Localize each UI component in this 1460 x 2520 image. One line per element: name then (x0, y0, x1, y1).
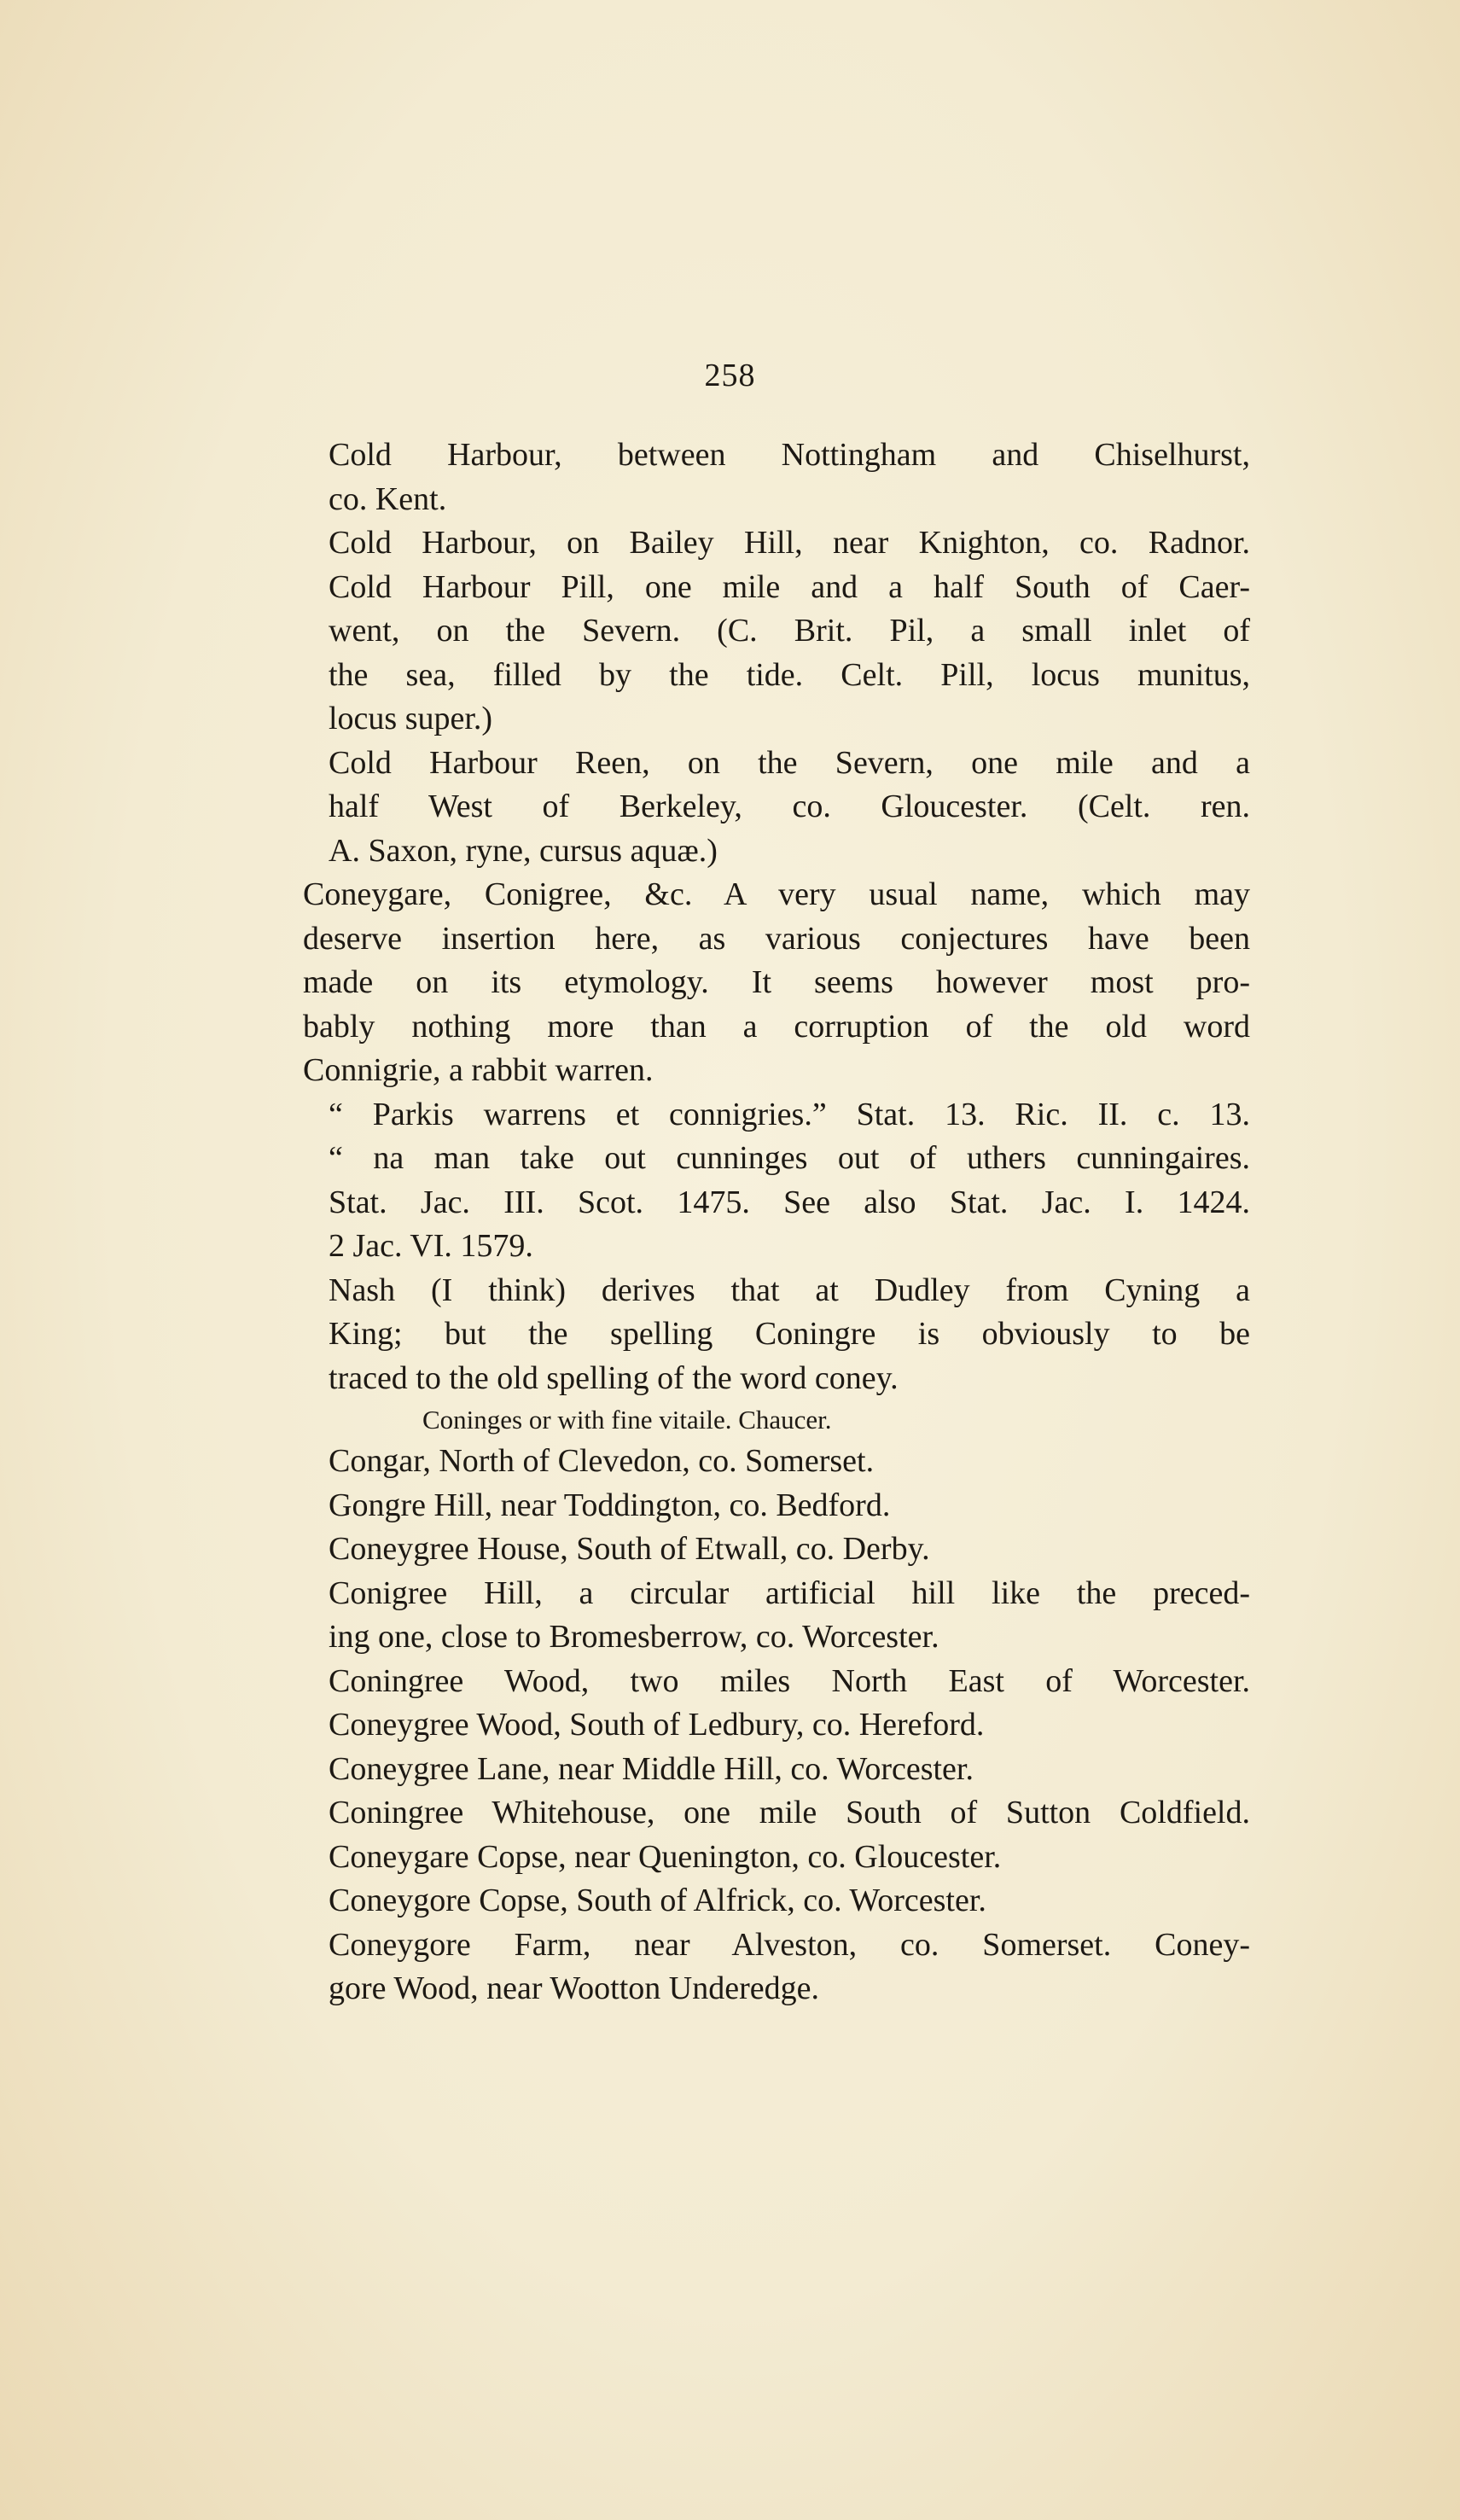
text-line: Coningree Wood, two miles North East of Worcester. (329, 1662, 1250, 1699)
entry-coneygore-copse (329, 1879, 1250, 1923)
text-line: A. Saxon, ryne, cursus aquæ.) (329, 832, 718, 869)
text-line: traced to the old spelling of the word coney. (329, 1359, 899, 1396)
entry-coneygree-wood (329, 1703, 1250, 1748)
text-line: Cold Harbour Reen, on the Severn, one mile and a (329, 744, 1250, 781)
text-line: locus super.) (329, 701, 493, 736)
text-line: Coneygore Copse, South of Alfrick, co. Worcester. (329, 1883, 986, 1918)
text-line: made on its etymology. It seems however most pro- (303, 964, 1250, 1000)
text-line: “ Parkis warrens et connigries.” Stat. 13. Ric. II. c. 13. (329, 1096, 1250, 1132)
text-line: ing one, close to Bromesberrow, co. Worcester. (329, 1619, 939, 1655)
text-line: Congar, North of Clevedon, co. Somerset. (329, 1443, 875, 1479)
entry-cold-harbour-chiselhurst (329, 434, 1250, 521)
text-line: Coneygare, Conigree, &c. A very usual name, which may (303, 876, 1250, 912)
text-line: Coneygore Farm, near Alveston, co. Somerset. Coney- (329, 1926, 1250, 1963)
entry-cold-harbour-radnor (329, 521, 1250, 566)
text-line: Conigree Hill, a circular artificial hill like the preced- (329, 1574, 1250, 1611)
entry-coneygare-copse (329, 1836, 1250, 1880)
text-line: Cold Harbour, between Nottingham and Chiselhurst, (329, 437, 1250, 473)
entry-cunninges (329, 1137, 1250, 1269)
text-line: Coneygare Copse, near Quenington, co. Gloucester. (329, 1838, 1002, 1875)
entry-coningree-whitehouse (329, 1791, 1250, 1836)
text-line: King; but the spelling Coningre is obviously to be (329, 1316, 1250, 1352)
text-line: “ na man take out cunninges out of uthers cunningaires. (329, 1140, 1250, 1176)
text-line: gore Wood, near Wootton Underedge. (329, 1970, 819, 2006)
text-line: went, on the Severn. (C. Brit. Pil, a small inlet of (329, 613, 1250, 649)
text-line: the sea, filled by the tide. Celt. Pill, locus munitus, (329, 656, 1250, 693)
entry-congar (329, 1440, 1250, 1484)
entry-nash (329, 1269, 1250, 1401)
text-line: bably nothing more than a corruption of the old word (303, 1008, 1250, 1045)
text-line: Cold Harbour, on Bailey Hill, near Knighton, co. Radnor. (329, 525, 1250, 561)
entry-cold-harbour-pill (329, 566, 1250, 742)
entry-coningree-wood (329, 1660, 1250, 1704)
text-line: Nash (I think) derives that at Dudley from Cyning a (329, 1272, 1250, 1308)
entry-conigree-hill (329, 1572, 1250, 1660)
text-line: Cold Harbour Pill, one mile and a half South of Caer- (329, 568, 1250, 605)
entry-coneygore-farm (329, 1923, 1250, 2011)
entry-coneygare (303, 873, 1250, 1093)
text-line: Coneygree House, South of Etwall, co. Derby. (329, 1531, 930, 1567)
text-line: Gongre Hill, near Toddington, co. Bedford. (329, 1487, 891, 1523)
text-line: co. Kent. (329, 480, 447, 517)
entry-coneygree-lane (329, 1748, 1250, 1792)
text-line: Stat. Jac. III. Scot. 1475. See also Stat. Jac. I. 1424. (329, 1184, 1250, 1220)
entry-coneygree-house (329, 1528, 1250, 1572)
entry-parkis-warrens (329, 1093, 1250, 1138)
text-line: half West of Berkeley, co. Gloucester. (Celt. ren. (329, 789, 1250, 824)
text-line: Coneygree Wood, South of Ledbury, co. Hereford. (329, 1707, 985, 1743)
chaucer-quote: Coninges or with fine vitaile. Chaucer. (422, 1405, 832, 1435)
text-line: Connigrie, a rabbit warren. (303, 1052, 654, 1088)
page-number: 258 (704, 358, 756, 393)
text-line: deserve insertion here, as various conjectures have been (303, 920, 1250, 957)
page-text (303, 434, 1250, 2011)
text-line: Coneygree Lane, near Middle Hill, co. Worcester. (329, 1750, 974, 1787)
text-line: 2 Jac. VI. 1579. (329, 1228, 533, 1264)
entry-cold-harbour-reen (329, 742, 1250, 874)
entry-gongre-hill (329, 1484, 1250, 1528)
text-line: Coningree Whitehouse, one mile South of Sutton Coldfield. (329, 1795, 1250, 1830)
